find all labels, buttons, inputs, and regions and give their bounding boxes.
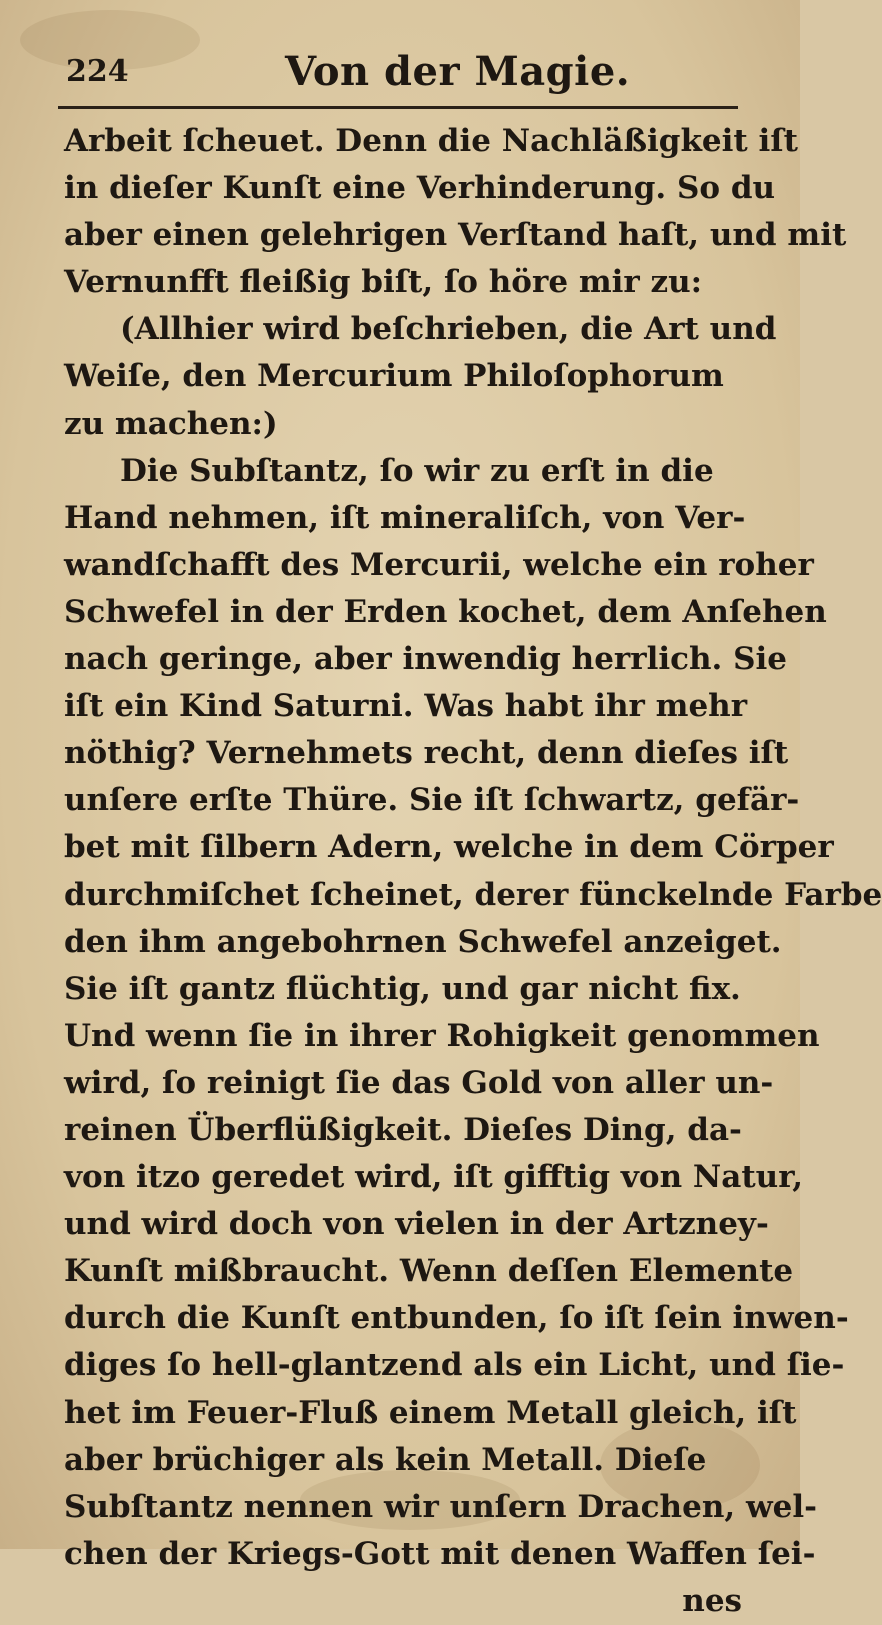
text-line: Vernunfft fleißig biſt, ſo höre mir zu: [64,264,703,301]
text-line: zu machen:) [64,405,278,442]
catchword: nes [682,1582,742,1619]
text-line: reinen Überflüßigkeit. Dieſes Ding, da- [64,1111,742,1148]
text-line: iſt ein Kind Saturni. Was habt ihr mehr [64,688,748,725]
text-line: durch die Kunſt entbunden, ſo iſt ſein inwen- [64,1300,849,1337]
text-line: chen der Kriegs-Gott mit denen Waffen ſei- [64,1535,816,1572]
text-line: aber brüchiger als kein Metall. Dieſe [64,1441,707,1478]
page-number: 224 [66,54,129,89]
text-line: Kunſt mißbraucht. Wenn deſſen Elemente [64,1253,794,1290]
text-line: Und wenn ſie in ihrer Rohigkeit genommen [64,1017,820,1054]
text-line: unſere erſte Thüre. Sie iſt ſchwartz, gefär- [64,782,800,819]
text-line: nöthig? Vernehmets recht, denn dieſes iſt [64,735,789,772]
text-line: Die Subſtantz, ſo wir zu erſt in die [120,452,714,489]
text-line: in dieſer Kunſt eine Verhinderung. So du [64,170,776,207]
text-line: wird, ſo reinigt ſie das Gold von aller un- [64,1064,774,1101]
text-line: durchmiſchet ſcheinet, derer fünckelnde Farbe [64,876,882,913]
page-header [60,48,740,98]
text-line: Weiſe, den Mercurium Philoſophorum [64,358,724,395]
text-line: het im Feuer-Fluß einem Metall gleich, iſt [64,1394,797,1431]
text-line: den ihm angebohrnen Schwefel anzeiget. [64,923,782,960]
text-line: Arbeit ſcheuet. Denn die Nachläßigkeit iſt [64,123,798,159]
running-head: Von der Magie. [285,48,631,95]
text-line: nach geringe, aber inwendig herrlich. Sie [64,641,788,678]
text-line: diges ſo hell-glantzend als ein Licht, und ſie- [64,1347,845,1384]
text-line: aber einen gelehrigen Verſtand haſt, und mit [64,217,847,254]
header-rule [58,106,738,109]
text-line: und wird doch von vielen in der Artzney- [64,1206,769,1243]
text-line: Schwefel in der Erden kochet, dem Anſehen [64,593,827,630]
text-line: von itzo geredet wird, iſt gifftig von Natur, [64,1159,804,1196]
text-line: bet mit ſilbern Adern, welche in dem Cörper [64,829,834,866]
text-line: Subſtantz nennen wir unſern Drachen, wel- [64,1488,817,1525]
body-text [64,118,882,1625]
text-line: (Allhier wird beſchrieben, die Art und [120,311,777,348]
text-line: wandſchafft des Mercurii, welche ein roher [64,546,814,583]
text-line: Sie iſt gantz flüchtig, und gar nicht fix. [64,970,741,1007]
text-line: Hand nehmen, iſt mineraliſch, von Ver- [64,499,746,536]
